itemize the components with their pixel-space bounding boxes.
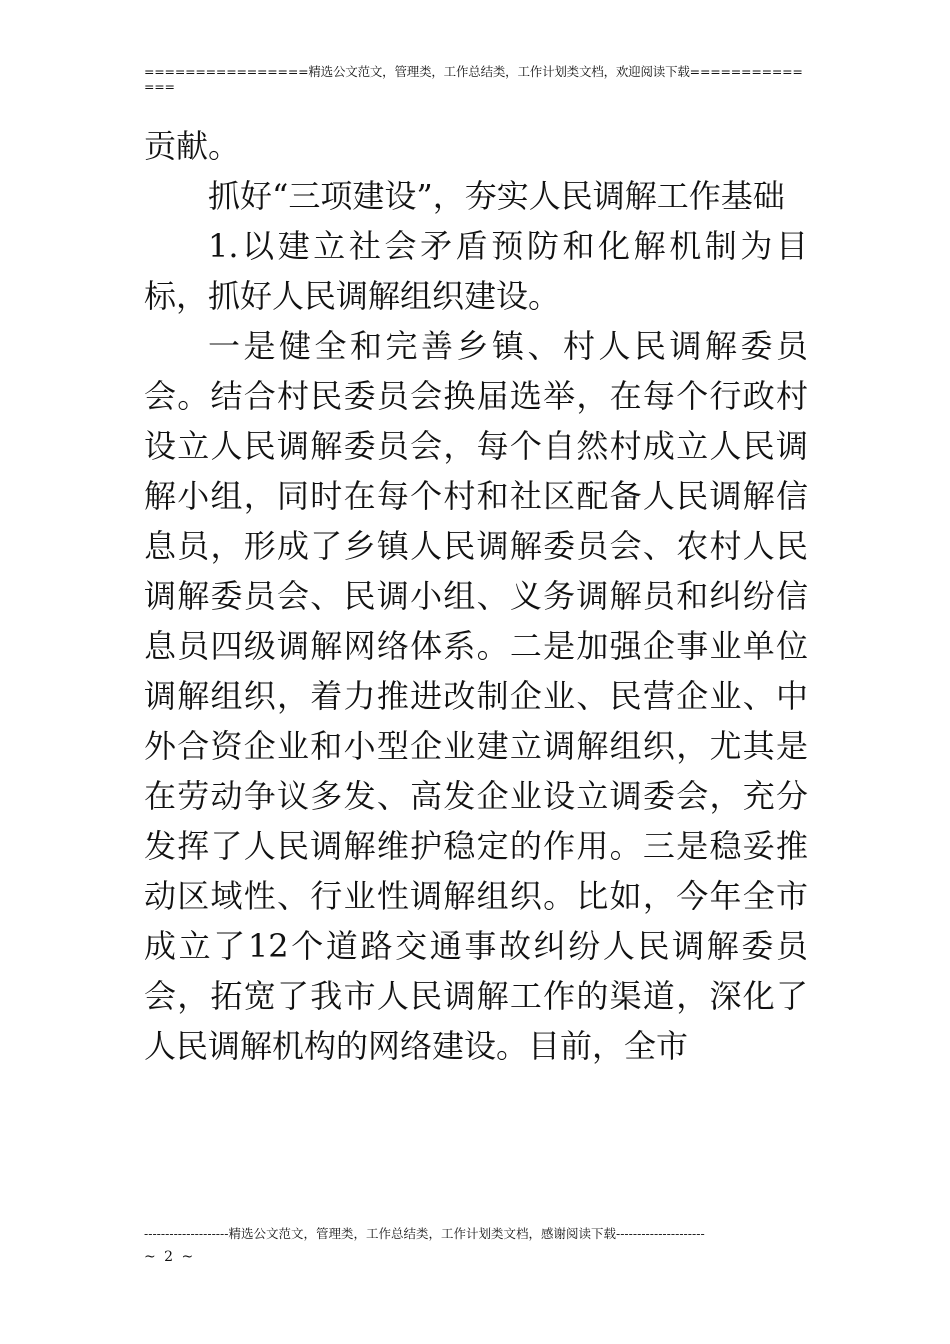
body-paragraph: 一是健全和完善乡镇、村人民调解委员会。结合村民委员会换届选举，在每个行政村设立人民调解委员会，每个自然村成立人民调解小组，同时在每个村和社区配备人民调解信息员，形成了乡镇人民调解委员会、农村人民调解委员会、民调小组、义务调解员和纠纷信息员四级调解网络体系。二是加强企事业单位调解组织，着力推进改制企业、民营企业、中外合资企业和小型企业建立调解组织，尤其是在劳动争议多发、高发企业设立调委会，充分发挥了人民调解维护稳定的作用。三是稳妥推动区域性、行业性调解组织。比如，今年全市成立了12个道路交通事故纠纷人民调解委员会，拓宽了我市人民调解工作的渠道，深化了人民调解机构的网络建设。目前，全市	[144, 327, 808, 1065]
page-number: ~ 2 ~	[144, 1249, 196, 1265]
section-heading: 抓好“三项建设”，夯实人民调解工作基础	[208, 177, 785, 215]
paragraph-continuation: 贡献。	[144, 127, 241, 165]
footer-banner: --------------------精选公文范文，管理类，工作总结类，工作计划类文档，感谢阅读下载---------------------	[144, 1226, 705, 1241]
subsection-heading: 1.以建立社会矛盾预防和化解机制为目标，抓好人民调解组织建设。	[144, 227, 808, 315]
header-banner: ================精选公文范文，管理类，工作总结类，工作计划类文档，欢迎阅读下载==============	[144, 64, 803, 94]
document-body	[144, 121, 808, 1071]
